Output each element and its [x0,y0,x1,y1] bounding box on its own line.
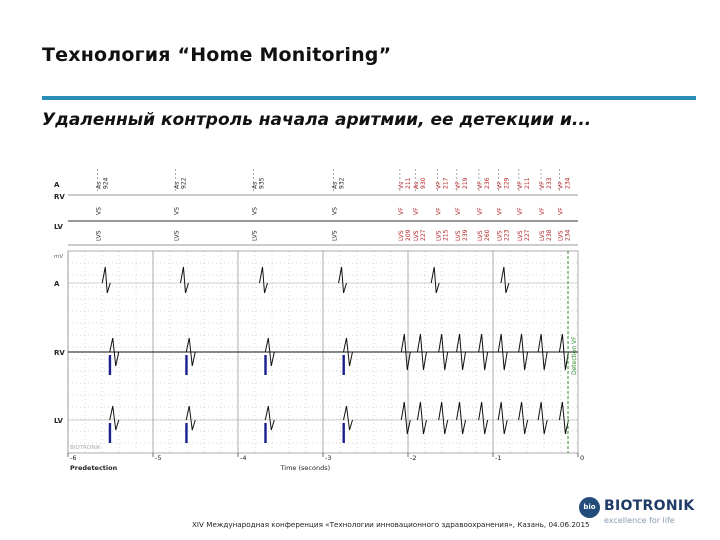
lv-marker-label: LVS [516,230,524,241]
rv-marker-label: VF [413,207,421,215]
a-marker-label: Vs [397,181,405,189]
ecg-strip [52,165,592,480]
marker-label-lv: LV [54,223,63,231]
biotronik-logo [579,495,695,531]
channel-label-rv: RV [54,349,65,357]
x-tick-label: -6 [70,454,77,462]
lv-marker-value: 223 [503,229,511,241]
rv-pace-marker [264,355,266,375]
a-marker-label: As [413,181,421,189]
detection-label: Detection VF [571,336,578,375]
a-marker-value: 924 [102,177,110,189]
lv-marker-label: LVS [539,230,546,241]
lv-marker-value: 239 [461,229,469,241]
rv-marker-label: VF [435,207,443,215]
lv-complex [498,402,507,434]
rv-marker-label: VF [397,207,405,215]
lv-marker-label: LVS [397,230,405,241]
x-axis-label: Time (seconds) [280,464,331,472]
lv-pace-marker [264,423,266,443]
lv-complex [519,402,528,434]
lv-complex [401,402,410,434]
logo-name: BIOTRONIK [604,498,695,514]
x-tick-label: 0 [580,454,585,462]
rv-marker-label: VF [557,207,565,215]
lv-marker-value: 234 [564,229,572,241]
lv-marker-value: 209 [404,229,412,241]
atrial-complex [501,267,509,293]
a-marker-value: 229 [503,177,511,189]
a-marker-label: As [251,181,259,189]
a-marker-value: 932 [338,177,346,189]
a-marker-value: 217 [442,177,450,189]
a-marker-label: VF [476,181,484,189]
lv-pace-marker [109,423,111,443]
x-tick-label: -1 [495,454,502,462]
lv-complex [559,402,568,434]
rv-marker-label: VF [454,207,462,215]
a-marker-value: 211 [404,177,412,189]
rv-pace-marker [185,355,187,375]
a-marker-label: As [95,181,103,189]
logo-mark: bio [579,497,600,518]
rv-marker-label: VF [496,207,504,215]
rv-marker-label: VF [476,207,484,215]
atrial-complex [260,267,268,293]
a-marker-value: 930 [420,177,428,189]
rv-pace-marker [109,355,111,375]
lv-marker-value: 260 [483,229,491,241]
rv-marker-label: VF [516,207,524,215]
lv-marker-label: LVS [496,230,504,241]
x-tick-label: -4 [240,454,247,462]
lv-marker-label: LVS [413,230,421,241]
a-marker-label: VF [435,181,443,189]
a-marker-value: 211 [523,177,531,189]
strip-watermark: BIOTRONIK [70,445,101,451]
lv-complex [457,402,466,434]
lv-marker-label: LVS [331,230,339,241]
lv-marker-label: LVS [95,230,103,241]
lv-marker-label: LVS [476,230,484,241]
lv-marker-value: 215 [442,229,450,241]
lv-marker-label: LVS [251,230,259,241]
lv-pace-marker [343,423,345,443]
rv-marker-label: VS [95,207,103,215]
a-marker-value: 236 [483,177,491,189]
channel-label-a: A [54,280,60,288]
a-marker-value: 234 [564,177,572,189]
rv-marker-label: VS [331,207,339,215]
atrial-complex [180,267,188,293]
a-marker-label: VF [516,181,524,189]
a-marker-value: 935 [258,177,266,189]
logo-tagline: excellence for life [604,516,675,525]
a-marker-label: VF [539,181,546,189]
title-divider [42,96,696,100]
conference-footer: XIV Международная конференция «Технологии инновационного здравоохранения», Казань, 04.06.2015 [192,520,590,529]
lv-pace-marker [185,423,187,443]
atrial-complex [431,267,439,293]
a-marker-label: VF [557,181,565,189]
rv-marker-label: VF [539,207,546,215]
lv-marker-label: LVS [173,230,181,241]
x-tick-label: -5 [155,454,162,462]
lv-marker-value: 238 [546,229,553,241]
marker-label-a: A [54,181,60,189]
lv-complex [439,402,448,434]
atrial-complex [339,267,347,293]
marker-label-rv: RV [54,193,65,201]
rv-marker-label: VS [173,207,181,215]
a-marker-label: As [331,181,339,189]
x-tick-label: -3 [325,454,332,462]
lv-complex [479,402,488,434]
lv-complex [417,402,426,434]
slide-title: Технология “Home Monitoring” [42,44,392,66]
phase-label: Predetection [70,464,118,472]
lv-marker-label: LVS [557,230,565,241]
lv-marker-label: LVS [435,230,443,241]
a-marker-value: 219 [461,177,469,189]
atrial-complex [102,267,110,293]
a-marker-value: 922 [180,177,188,189]
slide-subtitle: Удаленный контроль начала аритмии, ее детекции и... [42,110,592,130]
channel-label-lv: LV [54,417,63,425]
lv-marker-value: 227 [420,229,428,241]
x-tick-label: -2 [410,454,417,462]
a-marker-label: As [173,181,181,189]
lv-marker-value: 227 [523,229,531,241]
a-marker-value: 233 [546,177,553,189]
scale-label: mV [54,254,64,260]
lv-marker-label: LVS [454,230,462,241]
a-marker-label: VF [454,181,462,189]
rv-marker-label: VS [251,207,259,215]
rv-pace-marker [343,355,345,375]
a-marker-label: VF [496,181,504,189]
lv-complex [538,402,547,434]
